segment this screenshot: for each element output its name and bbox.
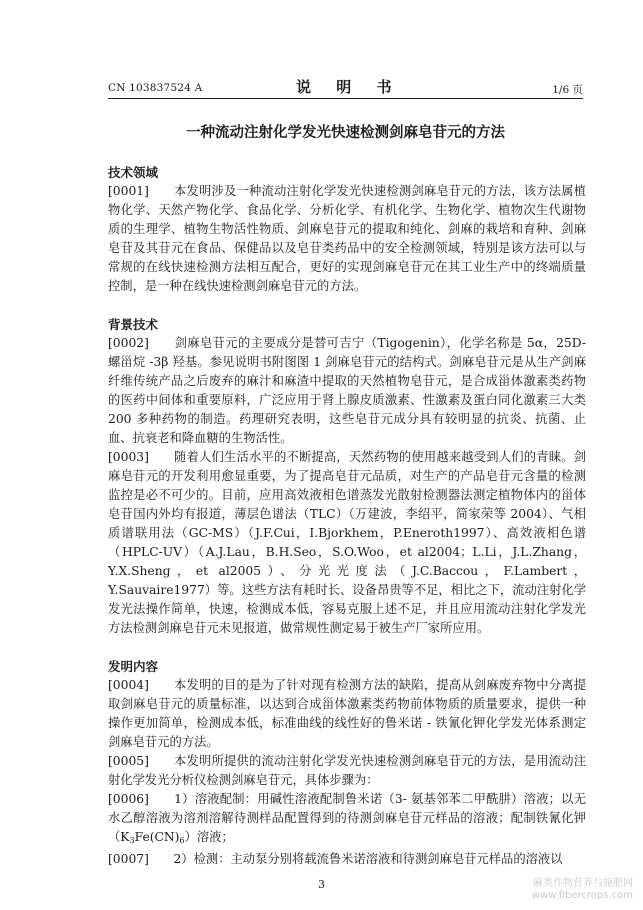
document-title: 一种流动注射化学发光快速检测剑麻皂苷元的方法 xyxy=(186,124,505,141)
subscript-3: 3 xyxy=(129,836,135,845)
watermark-site-name: 麻类作物营养与施肥网 xyxy=(533,878,633,889)
section-heading-invention: 发明内容 xyxy=(108,659,159,674)
subscript-6: 6 xyxy=(179,836,185,845)
paragraph-0006-text-a: [0006] 1）溶液配制：用碱性溶液配制鲁米诺（3- 氨基邻苯二甲酰肼）溶液；以无水乙醇溶液为溶剂溶解待测样品配置得到的待测剑麻皂苷元样品的溶液；配制铁氰化钾（K xyxy=(108,792,586,844)
page-number: 3 xyxy=(318,878,325,891)
document-type: 说 明 书 xyxy=(296,78,402,96)
paragraph-0001: [0001] 本发明涉及一种流动注射化学发光快速检测剑麻皂苷元的方法，该方法属植物化学、天然产物化学、食品化学、分析化学、有机化学、生物化学、植物次生代谢物质的生理学、植物生物活性物质、剑麻皂苷元的提取和纯化、剑麻的栽培和育种、剑麻皂苷及其苷元在食品、保健品以及皂苷类药品中的安全检测领域，特别是该方法可以与常规的在线快速检测方法相互配合，更好的实现剑麻皂苷元在其工业生产中的终端质量控制，是一种在线快速检测剑麻皂苷元的方法。 xyxy=(108,184,586,293)
paragraph-0006 xyxy=(108,790,586,850)
header-divider xyxy=(108,98,583,99)
section-heading-background: 背景技术 xyxy=(108,317,159,332)
section-heading-tech-field: 技术领域 xyxy=(108,165,159,180)
site-watermark xyxy=(532,878,633,902)
paragraph-0004: [0004] 本发明的目的是为了针对现有检测方法的缺陷，提高从剑麻废弃物中分离提取剑麻皂苷元的质量标准，以达到合成甾体激素类药物前体物质的质量要求，提供一种操作更加简单，检测成本低，标准曲线的线性好的鲁米诺 - 铁氰化钾化学发光体系测定剑麻皂苷元的方法。 xyxy=(108,678,586,749)
paragraph-0007: [0007] 2）检测：主动泵分别将载流鲁米诺溶液和待测剑麻皂苷元样品的溶液以 xyxy=(108,852,563,866)
paragraph-0005: [0005] 本发明所提供的流动注射化学发光快速检测剑麻皂苷元的方法，是用流动注射化学发光分析仪检测剑麻皂苷元，具体步骤为： xyxy=(108,754,586,787)
paragraph-0006-text-b: Fe(CN) xyxy=(134,830,180,844)
page-indicator: 1/6 页 xyxy=(552,84,583,96)
paragraph-0006-text-c: ）溶液； xyxy=(184,830,234,844)
paragraph-0003: [0003] 随着人们生活水平的不断提高，天然药物的使用越来越受到人们的青睐。剑麻皂苷元的开发利用愈显重要，为了提高皂苷元品质，对生产的产品皂苷元含量的检测监控是必不可少的。目前，应用高效液相色谱蒸发光散射检测器法测定植物体内的甾体皂苷国内外均有报道，薄层色谱法（TLC）（万建波，李绍平，简家荣等 2004）、气相质谱联用法（GC-MS）（J.F.Cui，I.Bjorkhem，P.Eneroth1997）、高效液相色谱（HPLC-UV）（A.J.Lau，B.H.Seo，S.O.Woo，et al2004；L.Li，J.L.Zhang，Y.X.Sheng，et al2005）、分光光度法（J.C.Baccou，F.Lambert，Y.Sauvaire1977）等。这些方法有耗时长、设备昂贵等不足，相比之下，流动注射化学发光法操作简单，快速，检测成本低，容易克服上述不足，并且应用流动注射化学发光方法检测剑麻皂苷元未见报道，做常规性测定易于被生产厂家所应用。 xyxy=(108,450,586,635)
paragraph-0002: [0002] 剑麻皂苷元的主要成分是替可吉宁（Tigogenin），化学名称是 5α，25D- 螺甾烷 -3β 羟基。参见说明书附图图 1 剑麻皂苷元的结构式。剑麻皂苷元是从生产剑麻纤维传统产品之后废弃的麻汁和麻渣中提取的天然植物皂苷元，是合成甾体激素类药物的医药中间体和重要原料，广泛应用于肾上腺皮质激素、性激素及蛋白同化激素三大类 200 多种药物的制造。药理研究表明，这些皂苷元成分具有较明显的抗炎、抗菌、止血、抗衰老和降血糖的生物活性。 xyxy=(108,336,586,445)
patent-number: CN 103837524 A xyxy=(108,82,203,94)
document-body xyxy=(108,163,586,869)
watermark-site-url: www.fibercrops.com xyxy=(531,890,633,901)
